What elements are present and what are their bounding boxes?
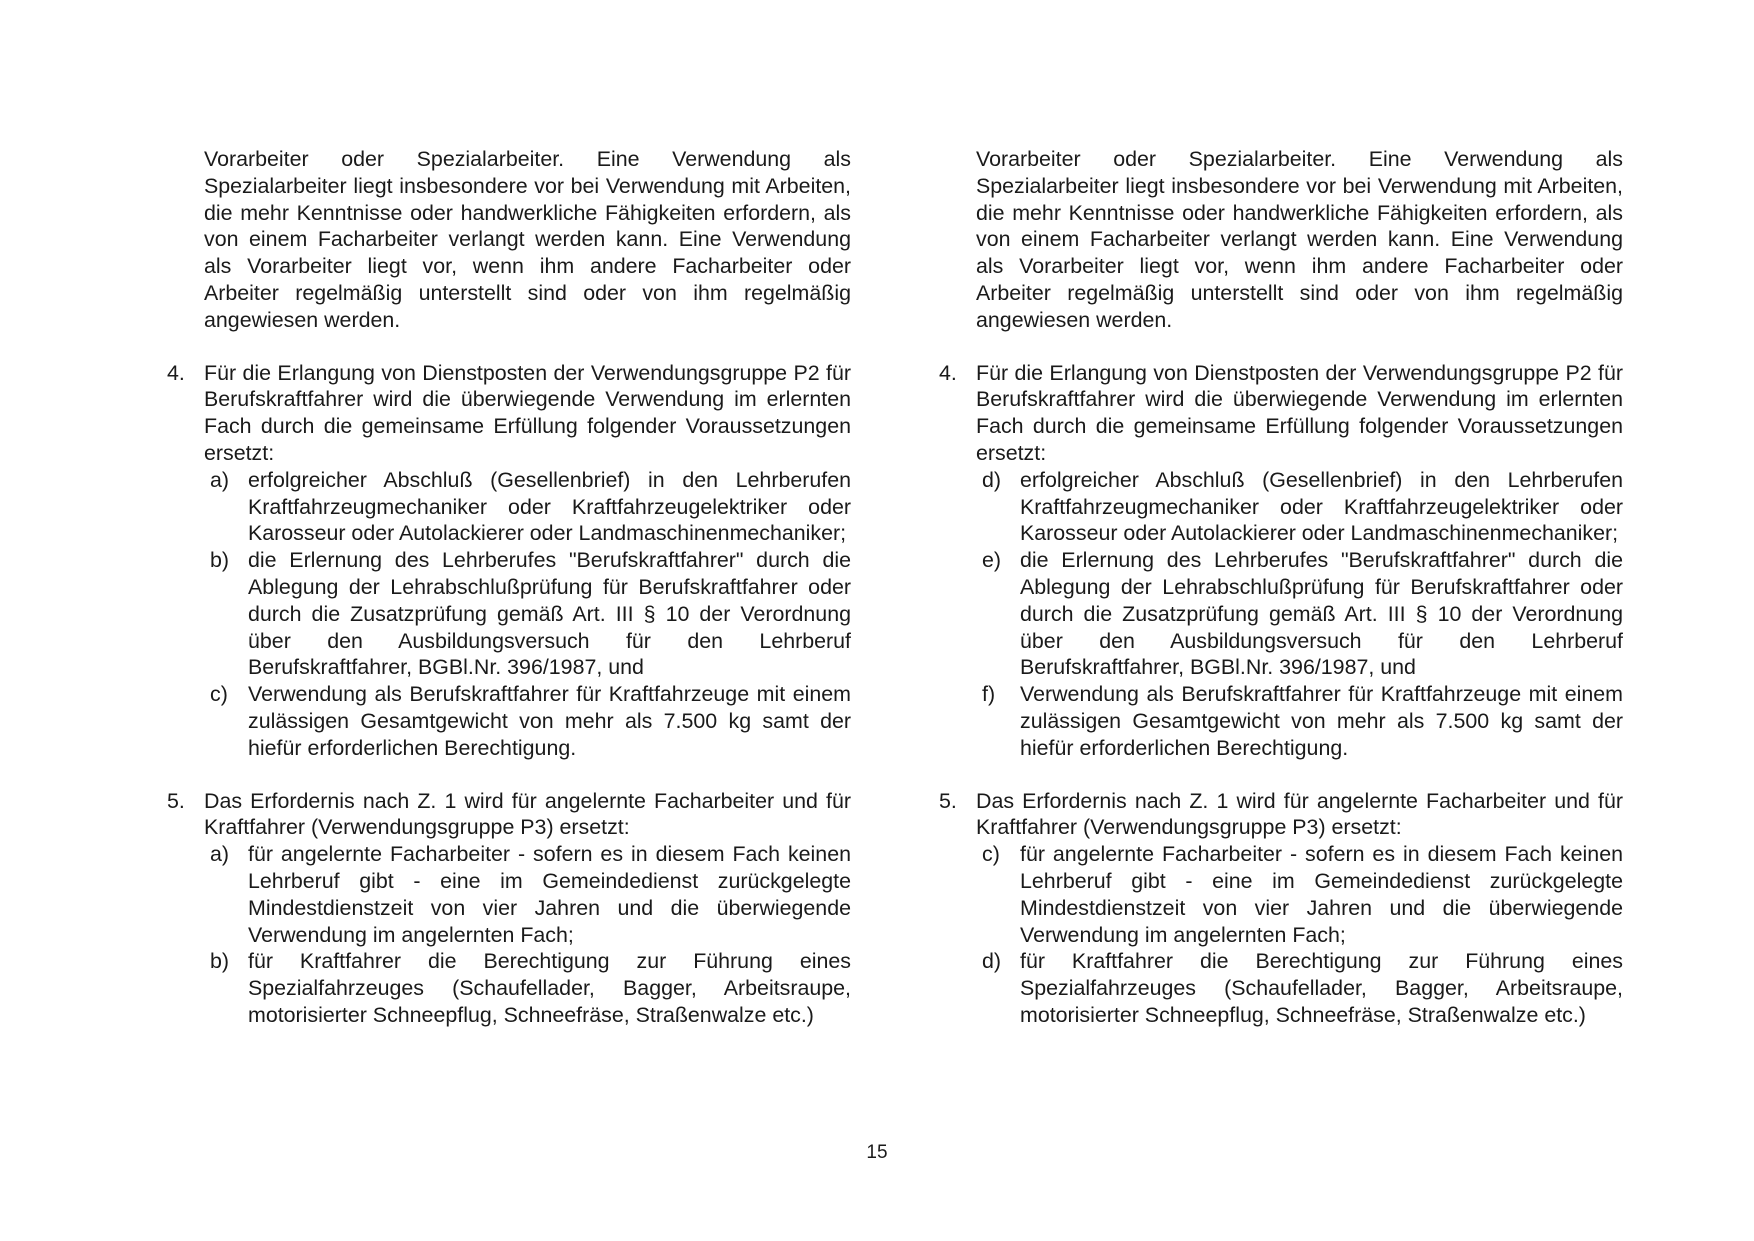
list-item-4 — [167, 360, 851, 467]
sub-item-letter: b) — [210, 548, 230, 573]
sub-item-letter: f) — [982, 682, 996, 707]
sub-item — [939, 948, 1623, 1028]
sub-item-text: für angelernte Facharbeiter - sofern es in diesem Fach keinen Lehrberuf gibt - eine im Gemeindedienst zurückgelegte Mindestdienstzeit von vier Jahren und die überwiegende Verwendung im angelernten Fach; — [248, 842, 851, 947]
sub-item — [167, 841, 851, 948]
item-number: 4. — [939, 360, 957, 385]
item-intro: Für die Erlangung von Dienstposten der Verwendungsgruppe P2 für Berufskraftfahrer wird die überwiegende Verwendung im erlernten Fach durch die gemeinsame Erfüllung folgender Voraussetzungen ersetzt: — [204, 360, 851, 465]
sub-item — [167, 948, 851, 1028]
sub-item — [167, 547, 851, 681]
left-column — [167, 146, 851, 1029]
sub-item-letter: d) — [982, 949, 1002, 974]
list-item-4 — [939, 360, 1623, 467]
item-intro: Für die Erlangung von Dienstposten der Verwendungsgruppe P2 für Berufskraftfahrer wird die überwiegende Verwendung im erlernten Fach durch die gemeinsame Erfüllung folgender Voraussetzungen ersetzt: — [976, 360, 1623, 465]
item-number: 5. — [167, 788, 185, 813]
sub-item — [939, 467, 1623, 547]
sub-item-text: für angelernte Facharbeiter - sofern es in diesem Fach keinen Lehrberuf gibt - eine im Gemeindedienst zurückgelegte Mindestdienstzeit von vier Jahren und die überwiegende Verwendung im angelernten Fach; — [1020, 842, 1623, 947]
sub-item-letter: c) — [982, 842, 1000, 867]
sub-item-text: erfolgreicher Abschluß (Gesellenbrief) in den Lehrberufen Kraftfahrzeugmechaniker oder Kraftfahrzeugelektriker oder Karosseur oder Autolackierer oder Landmaschinenmechaniker; — [1020, 467, 1623, 546]
sub-item-text: erfolgreicher Abschluß (Gesellenbrief) in den Lehrberufen Kraftfahrzeugmechaniker oder Kraftfahrzeugelektriker oder Karosseur oder Autolackierer oder Landmaschinenmechaniker; — [248, 467, 851, 546]
sub-item — [939, 841, 1623, 948]
sub-item-text: Verwendung als Berufskraftfahrer für Kraftfahrzeuge mit einem zulässigen Gesamtgewicht von mehr als 7.500 kg samt der hiefür erforderlichen Berechtigung. — [1020, 682, 1623, 760]
sub-item-text: die Erlernung des Lehrberufes "Berufskraftfahrer" durch die Ablegung der Lehrabschlußprüfung für Berufskraftfahrer oder durch die Zusatzprüfung gemäß Art. III § 10 der Verordnung über den Ausbildungsversuch für den Lehrberuf Berufskraftfahrer, BGBl.Nr. 396/1987, und — [1020, 548, 1623, 680]
sub-item — [939, 547, 1623, 681]
continuation-paragraph: Vorarbeiter oder Spezialarbeiter. Eine Verwendung als Spezialarbeiter liegt insbesondere vor bei Verwendung mit Arbeiten, die mehr Kenntnisse oder handwerkliche Fähigkeiten erfordern, als von einem Facharbeiter verlangt werden kann. Eine Verwendung als Vorarbeiter liegt vor, wenn ihm andere Facharbeiter oder Arbeiter regelmäßig unterstellt sind oder von ihm regelmäßig angewiesen werden. — [204, 147, 851, 332]
sub-item-letter: c) — [210, 682, 228, 707]
sub-item-text: die Erlernung des Lehrberufes "Berufskraftfahrer" durch die Ablegung der Lehrabschlußprüfung für Berufskraftfahrer oder durch die Zusatzprüfung gemäß Art. III § 10 der Verordnung über den Ausbildungsversuch für den Lehrberuf Berufskraftfahrer, BGBl.Nr. 396/1987, und — [248, 548, 851, 680]
sub-item — [939, 681, 1623, 761]
sub-item-letter: e) — [982, 548, 1002, 573]
item-number: 4. — [167, 360, 185, 385]
sub-item-letter: a) — [210, 467, 230, 492]
list-item-5 — [167, 788, 851, 842]
item-intro: Das Erfordernis nach Z. 1 wird für angelernte Facharbeiter und für Kraftfahrer (Verwendungsgruppe P3) ersetzt: — [976, 788, 1623, 840]
item-number: 5. — [939, 788, 957, 813]
continuation-paragraph: Vorarbeiter oder Spezialarbeiter. Eine Verwendung als Spezialarbeiter liegt insbesondere vor bei Verwendung mit Arbeiten, die mehr Kenntnisse oder handwerkliche Fähigkeiten erfordern, als von einem Facharbeiter verlangt werden kann. Eine Verwendung als Vorarbeiter liegt vor, wenn ihm andere Facharbeiter oder Arbeiter regelmäßig unterstellt sind oder von ihm regelmäßig angewiesen werden. — [976, 147, 1623, 332]
sub-item-text: für Kraftfahrer die Berechtigung zur Führung eines Spezialfahrzeuges (Schaufellader, Bagger, Arbeitsraupe, motorisierter Schneepflug, Schneefräse, Straßenwalze etc.) — [1020, 949, 1623, 1027]
sub-item-letter: b) — [210, 949, 230, 974]
sub-item — [167, 467, 851, 547]
sub-item-text: für Kraftfahrer die Berechtigung zur Führung eines Spezialfahrzeuges (Schaufellader, Bagger, Arbeitsraupe, motorisierter Schneepflug, Schneefräse, Straßenwalze etc.) — [248, 949, 851, 1027]
list-item-5 — [939, 788, 1623, 842]
sub-item-letter: a) — [210, 842, 230, 867]
sub-item — [167, 681, 851, 761]
right-column — [939, 146, 1623, 1029]
page-number: 15 — [866, 1142, 888, 1163]
sub-item-text: Verwendung als Berufskraftfahrer für Kraftfahrzeuge mit einem zulässigen Gesamtgewicht von mehr als 7.500 kg samt der hiefür erforderlichen Berechtigung. — [248, 682, 851, 760]
sub-item-letter: d) — [982, 467, 1002, 492]
item-intro: Das Erfordernis nach Z. 1 wird für angelernte Facharbeiter und für Kraftfahrer (Verwendungsgruppe P3) ersetzt: — [204, 788, 851, 840]
